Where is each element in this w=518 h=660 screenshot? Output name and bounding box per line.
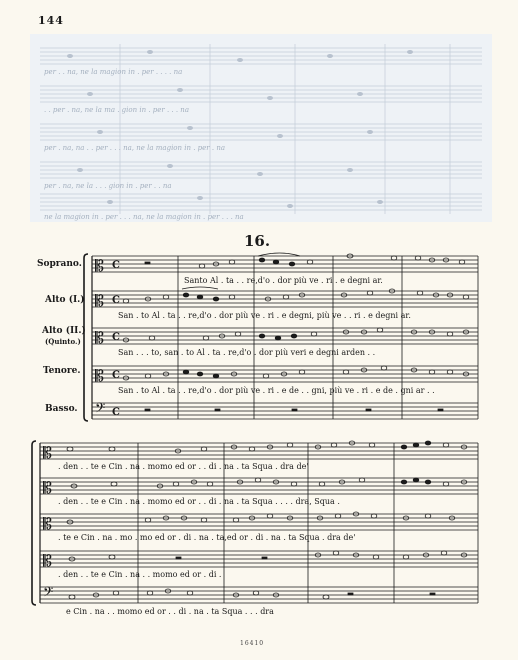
faded-lyric: per . na, ne la . . . gion in . per . . na <box>44 182 172 190</box>
section-number: 16. <box>244 232 271 250</box>
lyric-alto-2: San . . . to, san . to Al . ta . re,d'o . dor più veri e degni arden . . <box>118 348 376 357</box>
f-clef-icon: 𝄢 <box>43 584 54 603</box>
c-clef-icon: 𝄡 <box>95 291 104 310</box>
lyric-alto-1-2: . den . . te e Cin . na . momo ed or . . di . na . ta Squa . . . . dra, Squa . <box>58 497 340 506</box>
staff-alto-2-2 <box>40 514 478 530</box>
staff-soprano-2 <box>40 443 478 459</box>
part-label-basso: Basso. <box>45 404 78 414</box>
svg-text:C: C <box>112 407 120 418</box>
part-label-soprano: Soprano. <box>37 259 82 269</box>
f-clef-icon: 𝄢 <box>95 400 106 419</box>
lyric-soprano: Santo Al . ta . . re,d'o . dor più ve . ri . e degni ar. <box>184 276 383 285</box>
staff-alto-1-2 <box>40 478 478 494</box>
staff-tenore-2 <box>40 551 478 567</box>
svg-text:C: C <box>112 332 120 343</box>
lyric-alto-1: San . to Al . ta . . re,d'o . dor più ve . ri . e degni, più ve . . ri . e degni ar. <box>118 311 411 320</box>
svg-text:C: C <box>112 295 120 306</box>
c-clef-icon: 𝄡 <box>43 514 52 533</box>
c-clef-icon: 𝄡 <box>95 366 104 385</box>
c-clef-icon: 𝄡 <box>95 256 104 275</box>
faded-lyric: ne la magion in . per . . . na, ne la magion in . per . . . na <box>44 213 244 221</box>
svg-text:C: C <box>112 370 120 381</box>
faded-lyric: per . na, na . . per . . . na, ne la magion in . per . na <box>44 144 226 152</box>
faded-lyric: . . per . na, ne la ma . gion in . per . . . na <box>44 106 189 114</box>
part-label-alto-2: Alto (II.) <box>42 326 86 336</box>
lyric-tenore-2: . den . . te e Cin . na . . momo ed or . di . <box>58 570 222 579</box>
part-label-alto-1: Alto (I.) <box>45 295 85 305</box>
c-clef-icon: 𝄡 <box>43 551 52 570</box>
lyric-tenore: San . to Al . ta . . re,d'o . dor più ve . ri . e de . . gni, più ve . ri . e de . gni ar . . <box>118 386 435 395</box>
lyric-basso-2: e Cin . na . . momo ed or . . di . na . ta Squa . . . dra <box>66 607 274 616</box>
c-clef-icon: 𝄡 <box>43 443 52 462</box>
lyric-soprano-2: . den . . te e Cin . na . momo ed or . . di . na . ta Squa . dra de' <box>58 462 309 471</box>
part-sublabel-quinto: (Quinto.) <box>45 337 81 346</box>
c-clef-icon: 𝄡 <box>43 478 52 497</box>
page-number: 144 <box>38 14 64 27</box>
plate-number: 16410 <box>240 640 265 647</box>
lyric-alto-2-2: . te e Cin . na . mo . mo ed or . di . na . ta,ed or . di . na . ta Squa . dra de' <box>58 533 356 542</box>
part-label-tenore: Tenore. <box>43 366 81 376</box>
c-clef-icon: 𝄡 <box>95 328 104 347</box>
svg-text:C: C <box>112 260 120 271</box>
faded-lyric: per . . na, ne la magion in . per . . . . na <box>44 68 183 76</box>
staff-basso-2 <box>40 587 478 603</box>
